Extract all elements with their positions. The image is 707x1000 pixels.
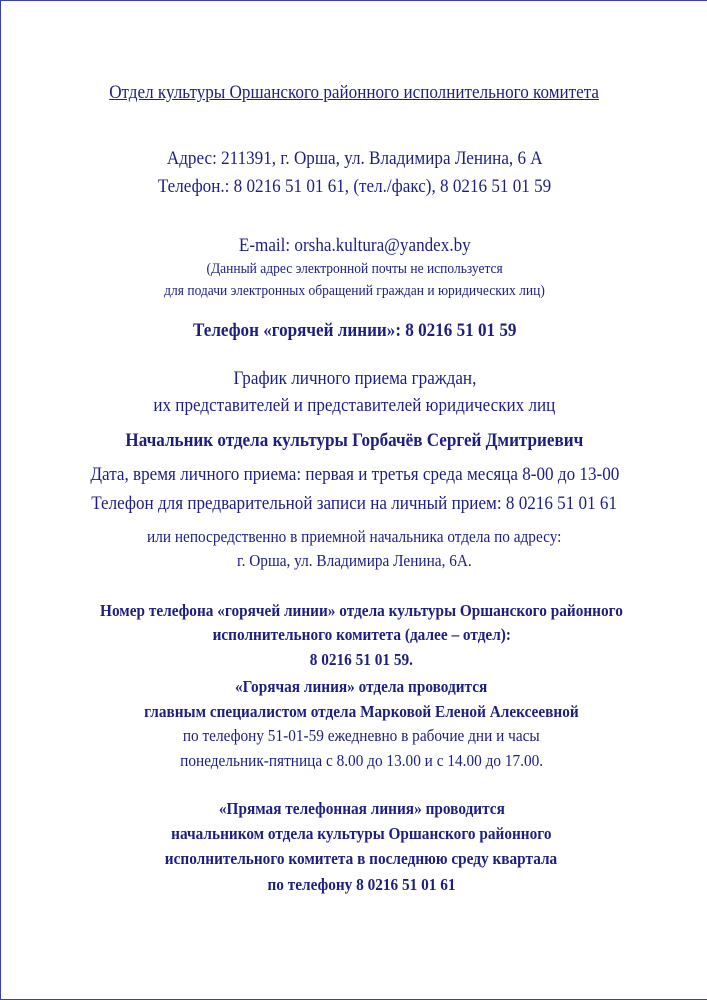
- direct-line-2: [8, 825, 707, 842]
- direct-line-text: «Прямая телефонная линия» проводится: [218, 799, 505, 818]
- schedule-title-2: [1, 396, 707, 415]
- phones-text: Телефон.: 8 0216 51 01 61, (тел./факс), 8 0216 51 01 59: [157, 176, 552, 197]
- reception-alt-2: [1, 552, 707, 569]
- phones: [1, 177, 707, 196]
- hotline-block-text: «Горячая линия» отдела проводится: [235, 677, 488, 696]
- hotline-block-text: 8 0216 51 01 59.: [309, 650, 414, 669]
- hotline-block-text: главным специалистом отдела Марковой Еленой Алексеевной: [144, 702, 579, 721]
- email-note-2: [1, 284, 707, 299]
- hotline-block-7: [8, 752, 707, 769]
- hotline-block-text: исполнительного комитета (далее – отдел):: [212, 625, 511, 644]
- chief: [1, 431, 707, 450]
- hotline-text: Телефон «горячей линии»: 8 0216 51 01 59: [192, 320, 517, 341]
- direct-line-text: исполнительного комитета в последнюю среду квартала: [165, 849, 558, 868]
- email: [1, 236, 707, 255]
- hotline-block-1: [8, 602, 707, 619]
- reception-alt-text: г. Орша, ул. Владимира Ленина, 6А.: [237, 551, 472, 570]
- direct-line-text: начальником отдела культуры Оршанского районного: [171, 824, 552, 843]
- schedule-title-text: их представителей и представителей юридических лиц: [153, 395, 556, 416]
- schedule-title-text: График личного приема граждан,: [233, 368, 476, 389]
- reception-alt-1: [1, 528, 707, 545]
- reception-phone: [1, 494, 707, 513]
- title-text: Отдел культуры Оршанского районного исполнительного комитета: [109, 82, 600, 103]
- hotline-block-text: понедельник-пятница с 8.00 до 13.00 и с 14.00 до 17.00.: [180, 751, 543, 770]
- hotline: [1, 321, 707, 340]
- address-text: Адрес: 211391, г. Орша, ул. Владимира Ленина, 6 А: [166, 148, 543, 169]
- reception-time-text: Дата, время личного приема: первая и третья среда месяца 8-00 до 13-00: [90, 464, 619, 485]
- hotline-block-4: [8, 678, 707, 695]
- direct-line-3: [8, 850, 707, 867]
- email-text: E-mail: orsha.kultura@yandex.by: [238, 235, 471, 256]
- hotline-block-text: Номер телефона «горячей линии» отдела культуры Оршанского районного: [100, 601, 623, 620]
- direct-line-4: [8, 876, 707, 893]
- hotline-block-6: [8, 727, 707, 744]
- email-note-text: для подачи электронных обращений граждан и юридических лиц): [164, 283, 545, 299]
- reception-time: [1, 465, 707, 484]
- hotline-block-5: [8, 703, 707, 720]
- reception-phone-text: Телефон для предварительной записи на личный прием: 8 0216 51 01 61: [91, 493, 618, 514]
- hotline-block-2: [8, 626, 707, 643]
- direct-line-1: [8, 800, 707, 817]
- hotline-block-3: [8, 651, 707, 668]
- schedule-title-1: [1, 369, 707, 388]
- direct-line-text: по телефону 8 0216 51 01 61: [267, 875, 456, 894]
- chief-text: Начальник отдела культуры Горбачёв Сергей Дмитриевич: [125, 430, 584, 451]
- email-note-text: (Данный адрес электронной почты не используется: [206, 261, 503, 277]
- email-note-1: [1, 262, 707, 277]
- reception-alt-text: или непосредственно в приемной начальника отдела по адресу:: [147, 527, 562, 546]
- document-title: [1, 83, 707, 102]
- hotline-block-text: по телефону 51-01-59 ежедневно в рабочие дни и часы: [183, 726, 540, 745]
- address: [1, 149, 707, 168]
